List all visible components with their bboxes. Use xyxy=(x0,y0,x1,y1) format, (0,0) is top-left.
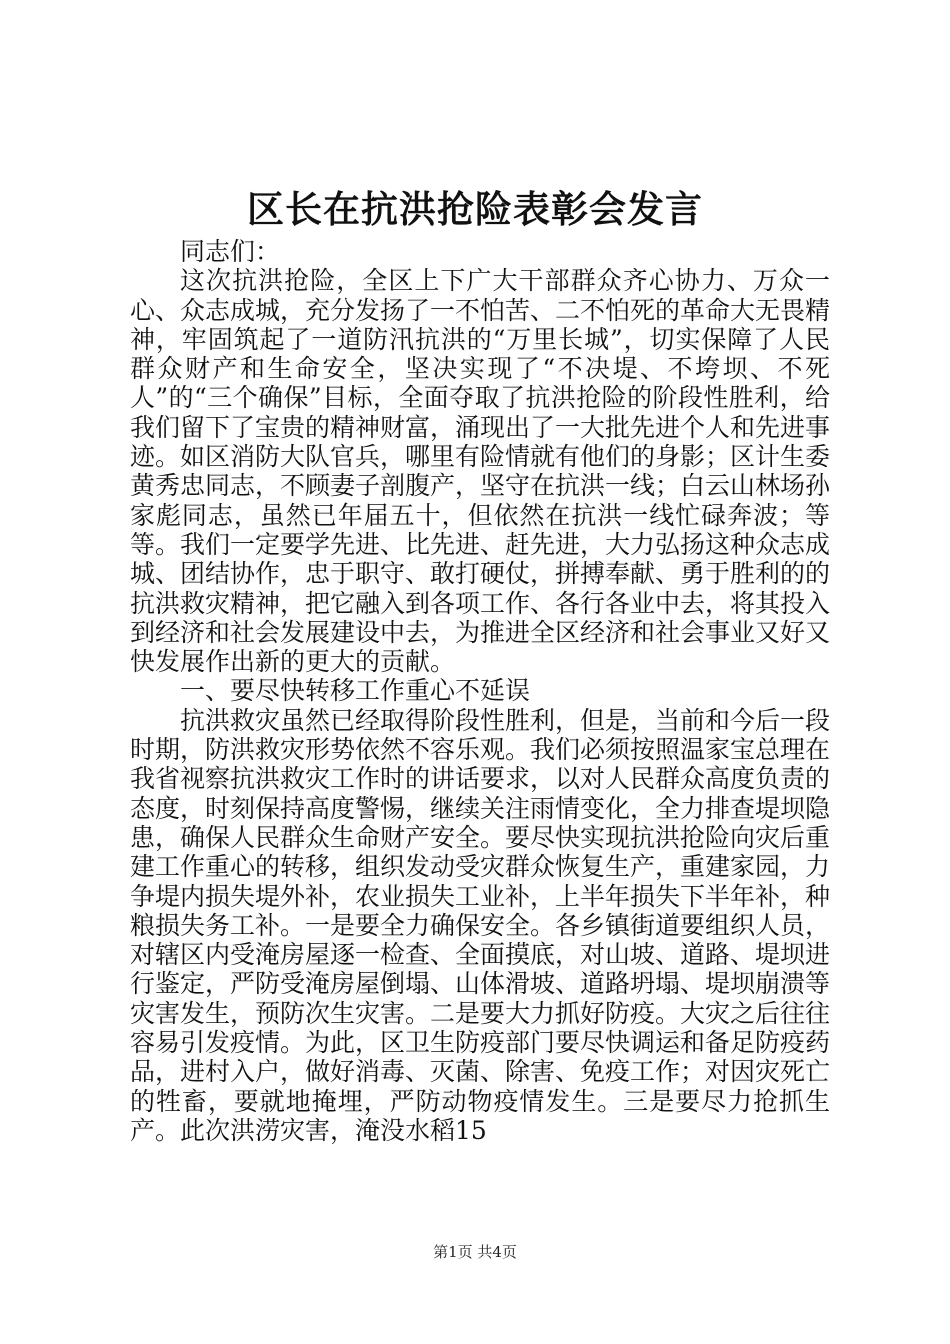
document-title: 区长在抗洪抢险表彰会发言 xyxy=(247,187,703,231)
page-footer: 第1页 共4页 xyxy=(433,1243,517,1261)
document-body xyxy=(130,237,830,1145)
section-heading-1: 一、要尽快转移工作重心不延误 xyxy=(180,676,531,706)
salutation-paragraph: 同志们： xyxy=(180,237,281,266)
body-paragraph-1: 这次抗洪抢险，全区上下广大干部群众齐心协力、万众一心、众志成城，充分发扬了一不怕苦、二不怕死的革命大无畏精神，牢固筑起了一道防汛抗洪的“万里长城”，切实保障了人民群众财产和生命安全，坚决实现了“不决堤、不垮坝、不死人”的“三个确保”目标，全面夺取了抗洪抢险的阶段性胜利，给我们留下了宝贵的精神财富，涌现出了一大批先进个人和先进事迹。如区消防大队官兵，哪里有险情就有他们的身影；区计生委黄秀忠同志，不顾妻子剖腹产，坚守在抗洪一线；白云山林场孙家彪同志，虽然已年届五十，但依然在抗洪一线忙碌奔波；等等。我们一定要学先进、比先进、赶先进，大力弘扬这种众志成城、团结协作，忠于职守、敢打硬仗，拼搏奉献、勇于胜利的的抗洪救灾精神，把它融入到各项工作、各行各业中去，将其投入到经济和社会发展建设中去，为推进全区经济和社会事业又好又快发展作出新的更大的贡献。 xyxy=(130,266,831,677)
body-paragraph-2: 抗洪救灾虽然已经取得阶段性胜利，但是，当前和今后一段时期，防洪救灾形势依然不容乐观。我们必须按照温家宝总理在我省视察抗洪救灾工作时的讲话要求，以对人民群众高度负责的态度，时刻保持高度警惕，继续关注雨情变化，全力排查堤坝隐患，确保人民群众生命财产安全。要尽快实现抗洪抢险向灾后重建工作重心的转移，组织发动受灾群众恢复生产，重建家园，力争堤内损失堤外补，农业损失工业补，上半年损失下半年补，种粮损失务工补。一是要全力确保安全。各乡镇街道要组织人员，对辖区内受淹房屋逐一检查、全面摸底，对山坡、道路、堤坝进行鉴定，严防受淹房屋倒塌、山体滑坡、道路坍塌、堤坝崩溃等灾害发生，预防次生灾害。二是要大力抓好防疫。大灾之后往往容易引发疫情。为此，区卫生防疫部门要尽快调运和备足防疫药品，进村入户，做好消毒、灭菌、除害、免疫工作；对因灾死亡的牲畜，要就地掩埋，严防动物疫情发生。三是要尽力抢抓生产。此次洪涝灾害，淹没水稻15 xyxy=(130,705,831,1145)
